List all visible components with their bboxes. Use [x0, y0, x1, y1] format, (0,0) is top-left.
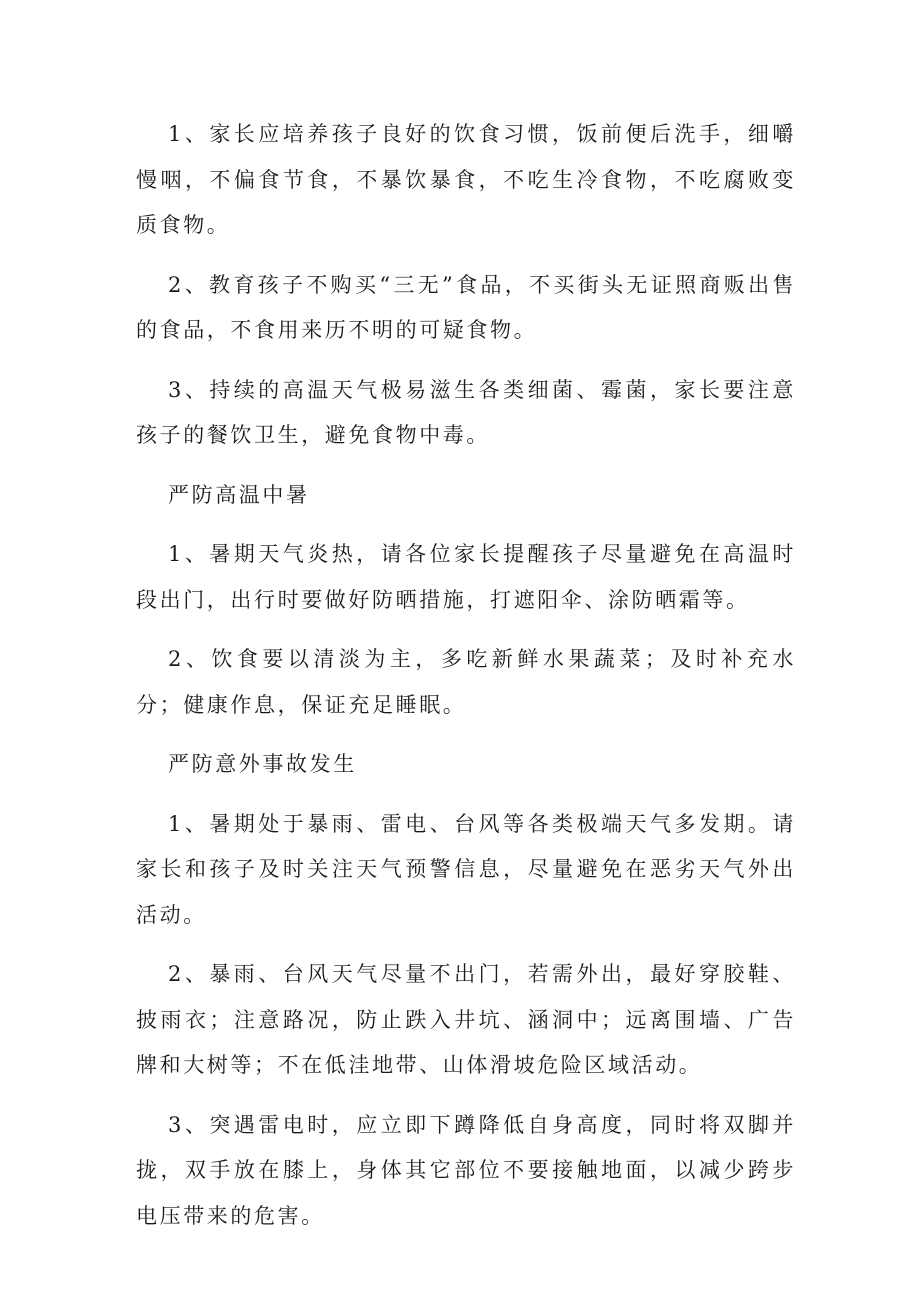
document-body: [136, 112, 796, 1253]
paragraph-lightning-safety: 3、突遇雷电时，应立即下蹲降低自身高度，同时将双脚并拢，双手放在膝上，身体其它部位不要接触地面，以减少跨步电压带来的危害。: [136, 1112, 796, 1228]
paragraph-extreme-weather: 1、暑期处于暴雨、雷电、台风等各类极端天气多发期。请家长和孩子及时关注天气预警信息，尽量避免在恶劣天气外出活动。: [136, 811, 796, 927]
section-heading-accidents: 严防意外事故发生: [168, 752, 357, 776]
paragraph-food-hygiene: 3、持续的高温天气极易滋生各类细菌、霉菌，家长要注意孩子的餐饮卫生，避免食物中毒。: [136, 377, 796, 447]
paragraph-heat-diet: 2、饮食要以清淡为主，多吃新鲜水果蔬菜；及时补充水分；健康作息，保证充足睡眠。: [136, 647, 796, 717]
paragraph-food-habits: 1、家长应培养孩子良好的饮食习惯，饭前便后洗手，细嚼慢咽，不偏食节食，不暴饮暴食，不吃生冷食物，不吃腐败变质食物。: [136, 122, 796, 237]
paragraph-heat-outdoor: 1、暑期天气炎热，请各位家长提醒孩子尽量避免在高温时段出门，出行时要做好防晒措施，打遮阳伞、涂防晒霜等。: [136, 542, 796, 612]
paragraph-storm-safety: 2、暴雨、台风天气尽量不出门，若需外出，最好穿胶鞋、披雨衣；注意路况，防止跌入井坑、涵洞中；远离围墙、广告牌和大树等；不在低洼地带、山体滑坡危险区域活动。: [136, 962, 796, 1077]
section-heading-heatstroke: 严防高温中暑: [168, 482, 310, 507]
paragraph-food-purchase: 2、教育孩子不购买“三无”食品，不买街头无证照商贩出售的食品，不食用来历不明的可疑食物。: [136, 272, 796, 342]
